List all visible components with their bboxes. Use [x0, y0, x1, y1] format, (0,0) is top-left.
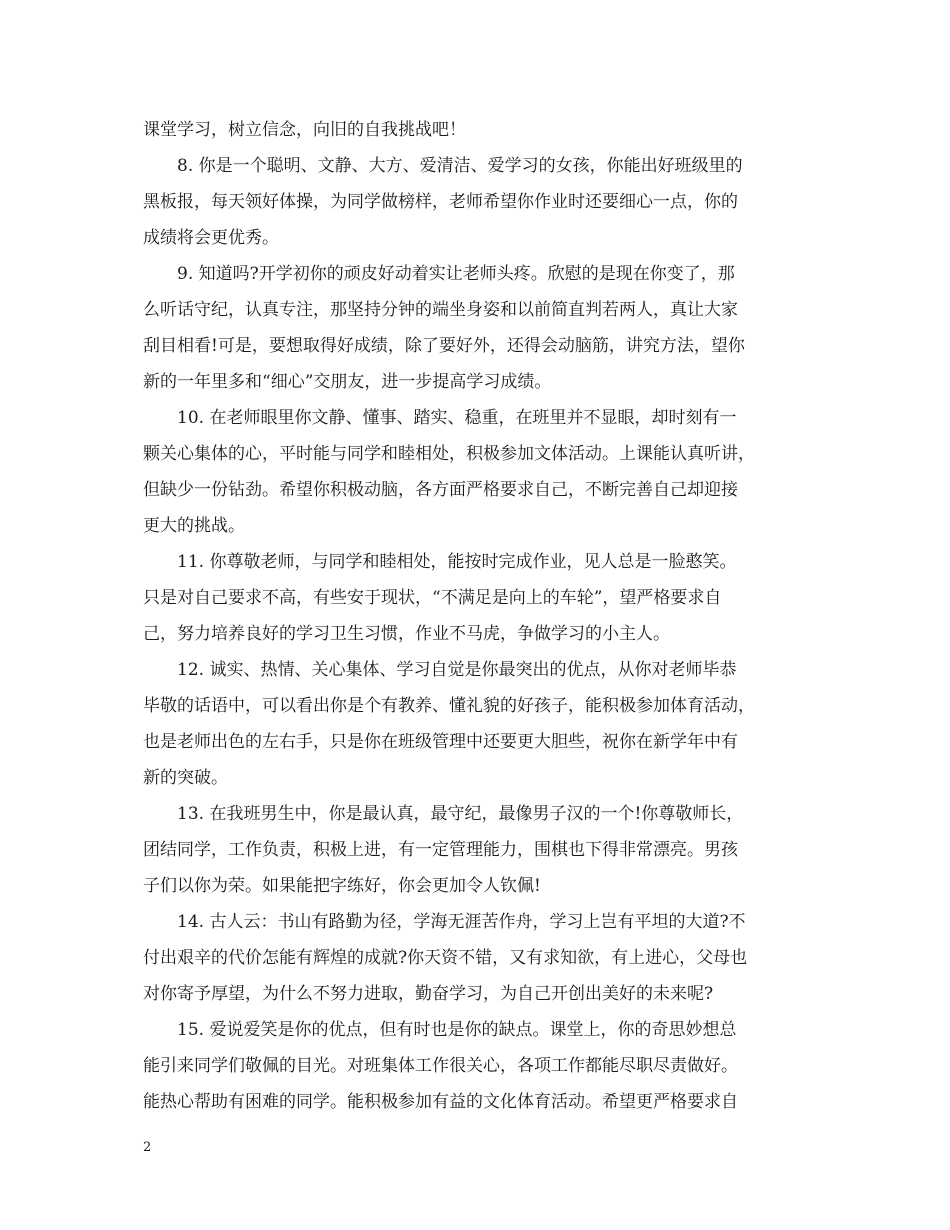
text-line: 12. 诚实、热情、关心集体、学习自觉是你最突出的优点，从你对老师毕恭	[177, 660, 737, 680]
text-line: 己，努力培养良好的学习卫生习惯，作业不马虎，争做学习的小主人。	[143, 624, 670, 644]
text-line: 子们以你为荣。如果能把字练好，你会更加令人钦佩!	[143, 876, 541, 896]
text-line: 更大的挑战。	[143, 516, 245, 536]
text-line: 能热心帮助有困难的同学。能积极参加有益的文化体育活动。希望更严格要求自	[143, 1092, 738, 1112]
text-line: 课堂学习，树立信念，向旧的自我挑战吧！	[143, 120, 466, 140]
text-line: 15. 爱说爱笑是你的优点，但有时也是你的缺点。课堂上，你的奇思妙想总	[177, 1020, 737, 1040]
text-line: 团结同学，工作负责，积极上进，有一定管理能力，围棋也下得非常漂亮。男孩	[143, 840, 738, 860]
text-line: 付出艰辛的代价怎能有辉煌的成就?你天资不错，又有求知欲，有上进心，父母也	[143, 948, 748, 968]
text-line: 13. 在我班男生中，你是最认真，最守纪，最像男子汉的一个!你尊敬师长，	[177, 804, 744, 824]
text-line: 10. 在老师眼里你文静、懂事、踏实、稳重，在班里并不显眼，却时刻有一	[177, 408, 737, 428]
text-line: 能引来同学们敬佩的目光。对班集体工作很关心，各项工作都能尽职尽责做好。	[143, 1056, 738, 1076]
text-line: 对你寄予厚望，为什么不努力进取，勤奋学习，为自己开创出美好的未来呢?	[143, 984, 714, 1004]
text-line: 么听话守纪，认真专注，那坚持分钟的端坐身姿和以前简直判若两人，真让大家	[143, 300, 738, 320]
page-number: 2	[143, 1140, 152, 1155]
text-line: 颗关心集体的心，平时能与同学和睦相处，积极参加文体活动。上课能认真听讲，	[143, 444, 755, 464]
text-line: 只是对自己要求不高，有些安于现状，“不满足是向上的车轮”，望严格要求自	[143, 588, 722, 608]
text-line: 也是老师出色的左右手，只是你在班级管理中还要更大胆些，祝你在新学年中有	[143, 732, 738, 752]
text-line: 毕敬的话语中，可以看出你是个有教养、懂礼貌的好孩子，能积极参加体育活动，	[143, 696, 755, 716]
text-line: 9. 知道吗?开学初你的顽皮好动着实让老师头疼。欣慰的是现在你变了，那	[177, 264, 735, 284]
text-line: 黑板报，每天领好体操，为同学做榜样，老师希望你作业时还要细心一点，你的	[143, 192, 738, 212]
text-line: 11. 你尊敬老师，与同学和睦相处，能按时完成作业，见人总是一脸憨笑。	[177, 552, 737, 572]
text-line: 但缺少一份钻劲。希望你积极动脑，各方面严格要求自己，不断完善自己却迎接	[143, 480, 738, 500]
text-line: 刮目相看!可是，要想取得好成绩，除了要好外，还得会动脑筋，讲究方法，望你	[143, 336, 745, 356]
text-line: 8. 你是一个聪明、文静、大方、爱清洁、爱学习的女孩，你能出好班级里的	[177, 156, 743, 176]
text-line: 14. 古人云：书山有路勤为径，学海无涯苦作舟，学习上岂有平坦的大道?不	[177, 912, 746, 932]
document-body	[143, 112, 823, 1120]
text-line: 成绩将会更优秀。	[143, 228, 279, 248]
text-line: 新的一年里多和“细心”交朋友，进一步提高学习成绩。	[143, 372, 552, 392]
text-line: 新的突破。	[143, 768, 228, 788]
